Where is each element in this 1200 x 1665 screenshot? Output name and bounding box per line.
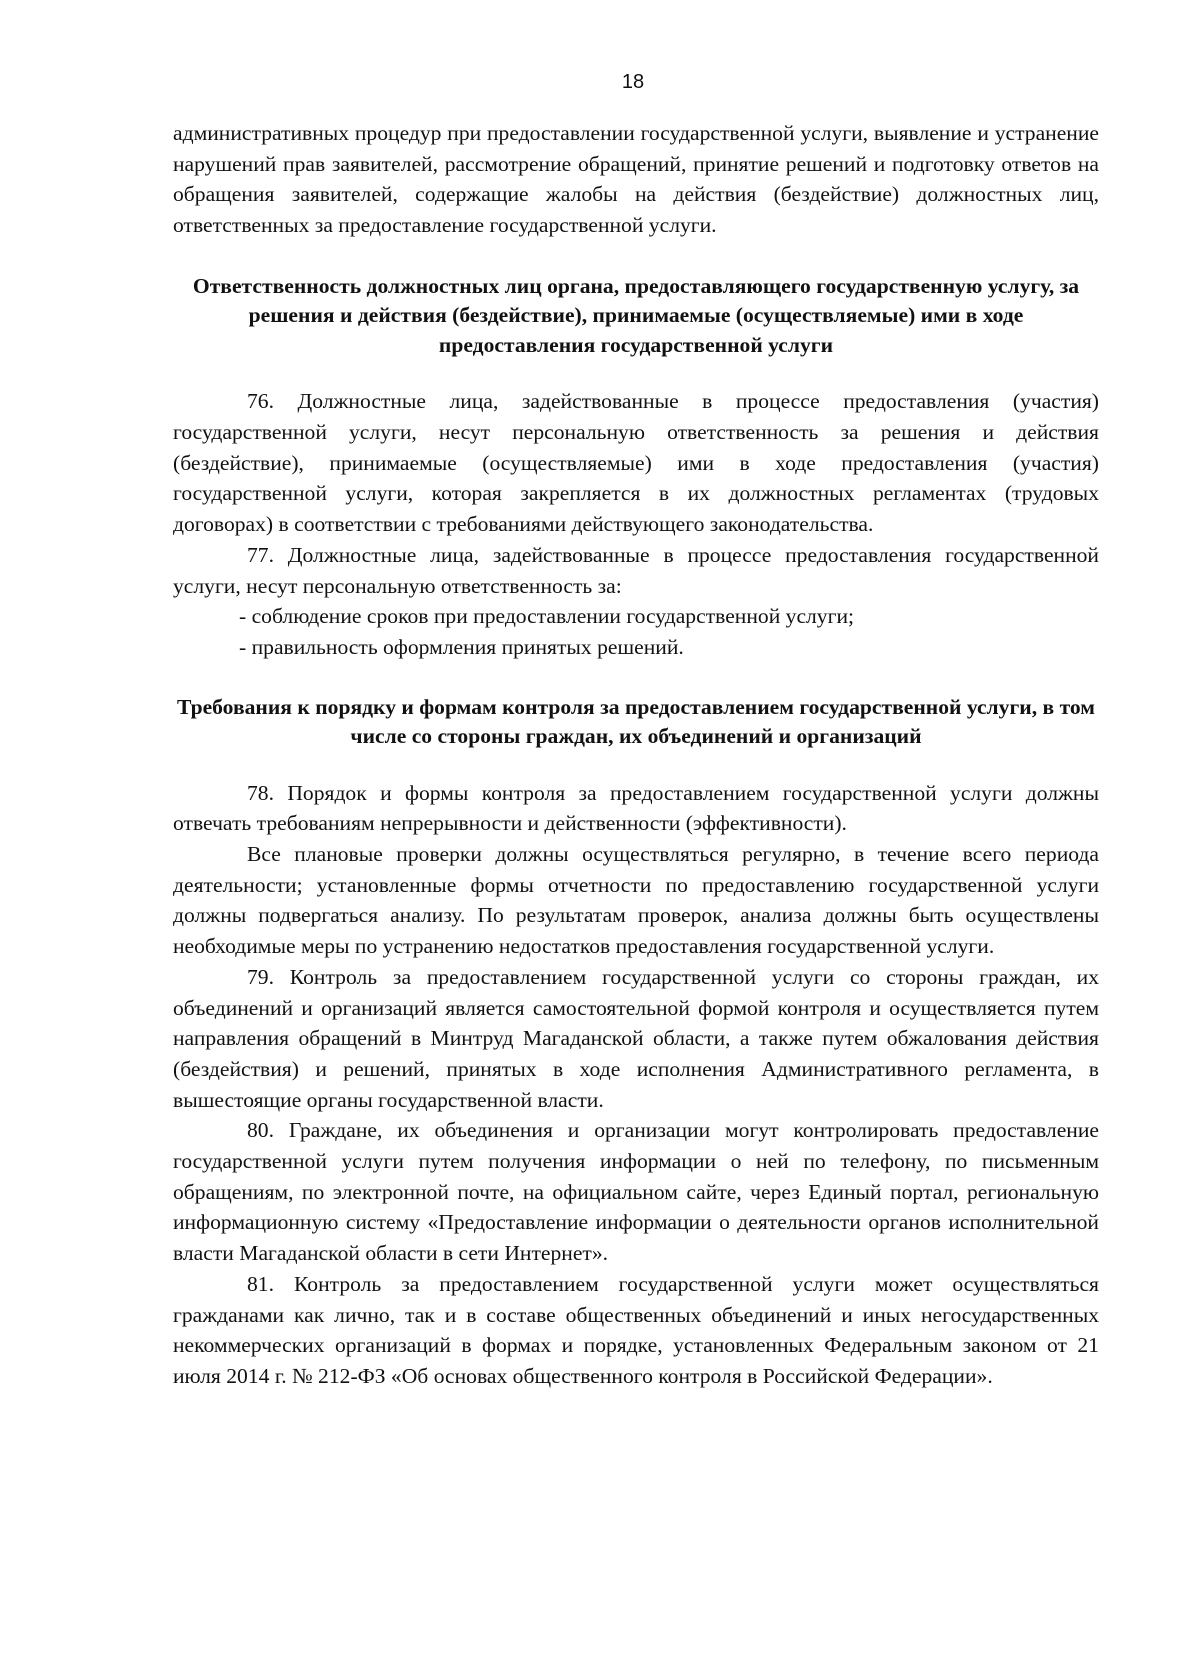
- section-heading-control: Требования к порядку и формам контроля за предоставлением государственной услуги, в том числе со стороны граждан, их объединений и организаций: [177, 694, 1095, 749]
- paragraph-80: 80. Граждане, их объединения и организации могут контролировать предоставление государственной услуги путем получения информации о ней по телефону, по письменным обращениям, по электронной почте, на официальном сайте, через Единый портал, региональную информационную систему «Предоставление информации о деятельности органов исполнительной власти Магаданской области в сети Интернет».: [173, 1118, 1099, 1266]
- paragraph-78: 78. Порядок и формы контроля за предоставлением государственной услуги должны отвечать требованиям непрерывности и действенности (эффективности).: [173, 780, 1099, 836]
- document-body: [173, 118, 1099, 1392]
- paragraph-76: 76. Должностные лица, задействованные в процессе предоставления (участия) государственной услуги, несут персональную ответственность за решения и действия (бездействие), принимаемые (осуществляемые) ими в ходе предоставления (участия) государственной услуги, которая закрепляется в их должностных регламентах (трудовых договорах) в соответствии с требованиями действующего законодательства.: [173, 389, 1099, 537]
- paragraph-78-continued: Все плановые проверки должны осуществляться регулярно, в течение всего периода деятельности; установленные формы отчетности по предоставлению государственной услуги должны подвергаться анализу. По результатам проверок, анализа должны быть осуществлены необходимые меры по устранению недостатков предоставления государственной услуги.: [173, 842, 1099, 959]
- paragraph-81: 81. Контроль за предоставлением государственной услуги может осуществляться гражданами как лично, так и в составе общественных объединений и иных негосударственных некоммерческих организаций в формах и порядке, установленных Федеральным законом от 21 июля 2014 г. № 212-ФЗ «Об основах общественного контроля в Российской Федерации».: [173, 1271, 1099, 1388]
- bullet-item-decisions: - правильность оформления принятых решений.: [239, 634, 684, 659]
- paragraph-continuation: административных процедур при предоставлении государственной услуги, выявление и устранение нарушений прав заявителей, рассмотрение обращений, принятие решений и подготовку ответов на обращения заявителей, содержащие жалобы на действия (бездействие) должностных лиц, ответственных за предоставление государственной услуги.: [173, 121, 1099, 238]
- section-heading-responsibility: Ответственность должностных лиц органа, предоставляющего государственную услугу, за решения и действия (бездействие), принимаемые (осуществляемые) ими в ходе предоставления государственной услуги: [192, 273, 1080, 357]
- paragraph-79: 79. Контроль за предоставлением государственной услуги со стороны граждан, их объединений и организаций является самостоятельной формой контроля и осуществляется путем направления обращений в Минтруд Магаданской области, а также путем обжалования действия (бездействия) и решений, принятых в ходе исполнения Административного регламента, в вышестоящие органы государственной власти.: [173, 964, 1099, 1112]
- page-number: 18: [621, 71, 645, 93]
- bullet-item-deadlines: - соблюдение сроков при предоставлении государственной услуги;: [239, 604, 855, 629]
- paragraph-77: 77. Должностные лица, задействованные в процессе предоставления государственной услуги, несут персональную ответственность за:: [173, 542, 1099, 598]
